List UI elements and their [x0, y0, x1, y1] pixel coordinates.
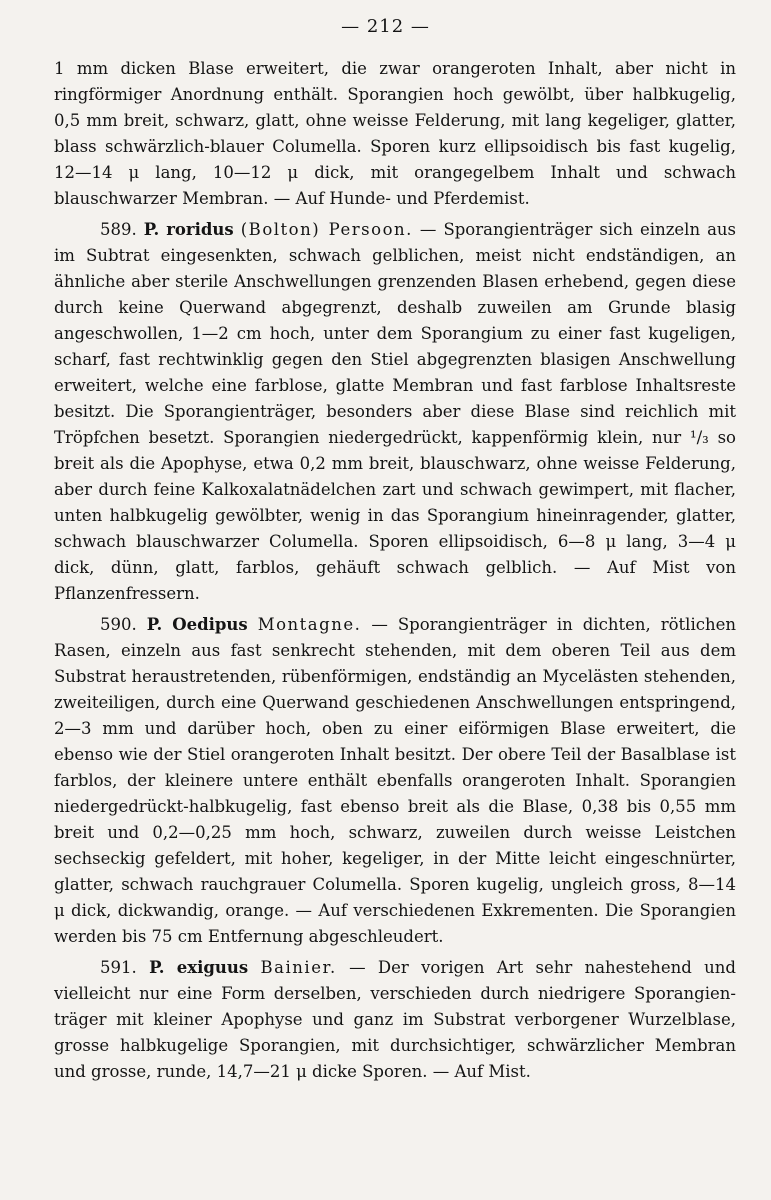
continuation-paragraph: 1 mm dicken Blase erweitert, die zwar orangeroten Inhalt, aber nicht in ringförmiger Anordnung enthält. Sporangien hoch gewölbt, über halbkugelig, 0,5 mm breit, schwarz, glatt, ohne weisse Felderung, mit lang kegeliger, glatter, blass schwärzlich-blauer Columella. Sporen kurz ellipsoidisch bis fast kugelig, 12—14 μ lang, 10—12 μ dick, mit orangegelbem Inhalt und schwach blauschwarzer Membran. — Auf Hunde- und Pferdemist. [54, 59, 736, 208]
genus-abbrev: P. [146, 615, 163, 634]
species-epithet: exiguus [176, 958, 249, 977]
entry-description: — Sporangienträger in dichten, rötlichen Rasen, einzeln aus fast senkrecht stehenden, mit dem oberen Teil aus dem Substrat heraustretenden, rübenförmigen, endständig an Mycelästen stehenden, zweiteiligen, durch eine Querwand geschiedenen Anschwellungen entspringend, 2—3 mm und darüber hoch, oben zu einer eiförmigen Blase erweitert, die ebenso wie der Stiel orangeroten Inhalt besitzt. Der obere Teil der Basalblase ist farblos, der kleinere untere enthält ebenfalls orangeroten Inhalt. Sporangien niedergedrückt-halbkugelig, fast ebenso breit als die Blase, 0,38 bis 0,55 mm breit und 0,2—0,25 mm hoch, schwarz, zuweilen durch weisse Leistchen sechseckig gefeldert, mit hoher, kegeliger, in der Mitte leicht eingeschnürter, glatter, schwach rauchgrauer Columella. Sporen kugelig, ungleich gross, 8—14 μ dick, dickwandig, orange. — Auf verschiedenen Exkrementen. Die Sporangien werden bis 75 cm Entfernung abgeschleudert. [54, 615, 736, 946]
species-author: Bainier. [260, 958, 337, 977]
entry-description: — Sporangienträger sich einzeln aus im Subtrat eingesenkten, schwach gelblichen, meist nicht endständigen, an ähnliche aber sterile Anschwellungen grenzenden Blasen erhebend, gegen diese durch keine Querwand abgegrenzt, deshalb zuweilen am Grunde blasig angeschwollen, 1—2 cm hoch, unter dem Sporangium zu einer fast kugeligen, scharf, fast rechtwinklig gegen den Stiel abgegrenzten blasigen Anschwellung erweitert, welche eine farblose, glatte Membran und fast farblose Inhaltsreste besitzt. Die Sporangienträger, besonders aber diese Blase sind reichlich mit Tröpfchen besetzt. Sporangien niedergedrückt, kappenförmig klein, nur ¹/₃ so breit als die Apophyse, etwa 0,2 mm breit, blauschwarz, ohne weisse Felderung, aber durch feine Kalkoxalatnädelchen zart und schwach gewimpert, mit flacher, unten halbkugelig gewölbter, wenig in das Sporangium hineinragender, glatter, schwach blauschwarzer Columella. Sporen ellipsoidisch, 6—8 μ lang, 3—4 μ dick, dünn, glatt, farblos, gehäuft schwach gelblich. — Auf Mist von Pflanzenfressern. [54, 220, 737, 603]
species-author: Montagne. [257, 615, 362, 634]
species-author: (Bolton) Persoon. [240, 220, 413, 239]
entry-number: 591. [100, 958, 137, 977]
page-number: — 212 — [341, 16, 430, 37]
entry-number: 589. [100, 220, 137, 239]
entry-description: — Der vorigen Art sehr nahestehend und vielleicht nur eine Form derselben, verschieden durch niedrigere Sporangienträger mit kleiner Apophyse und ganz im Substrat verborgener Wurzelblase, grosse halbkugelige Sporangien, mit durchsichtiger, schwärzlicher Membran und grosse, runde, 14,7—21 μ dicke Sporen. — Auf Mist. [54, 958, 736, 1081]
species-entry-591 [54, 955, 736, 1085]
species-epithet: Oedipus [172, 615, 248, 634]
genus-abbrev: P. [149, 958, 165, 977]
genus-abbrev: P. [143, 220, 160, 239]
species-entry-589 [54, 217, 736, 607]
page-body [54, 56, 736, 1085]
species-epithet: roridus [166, 220, 234, 239]
entry-number: 590. [100, 615, 137, 634]
species-entry-590 [54, 612, 736, 950]
